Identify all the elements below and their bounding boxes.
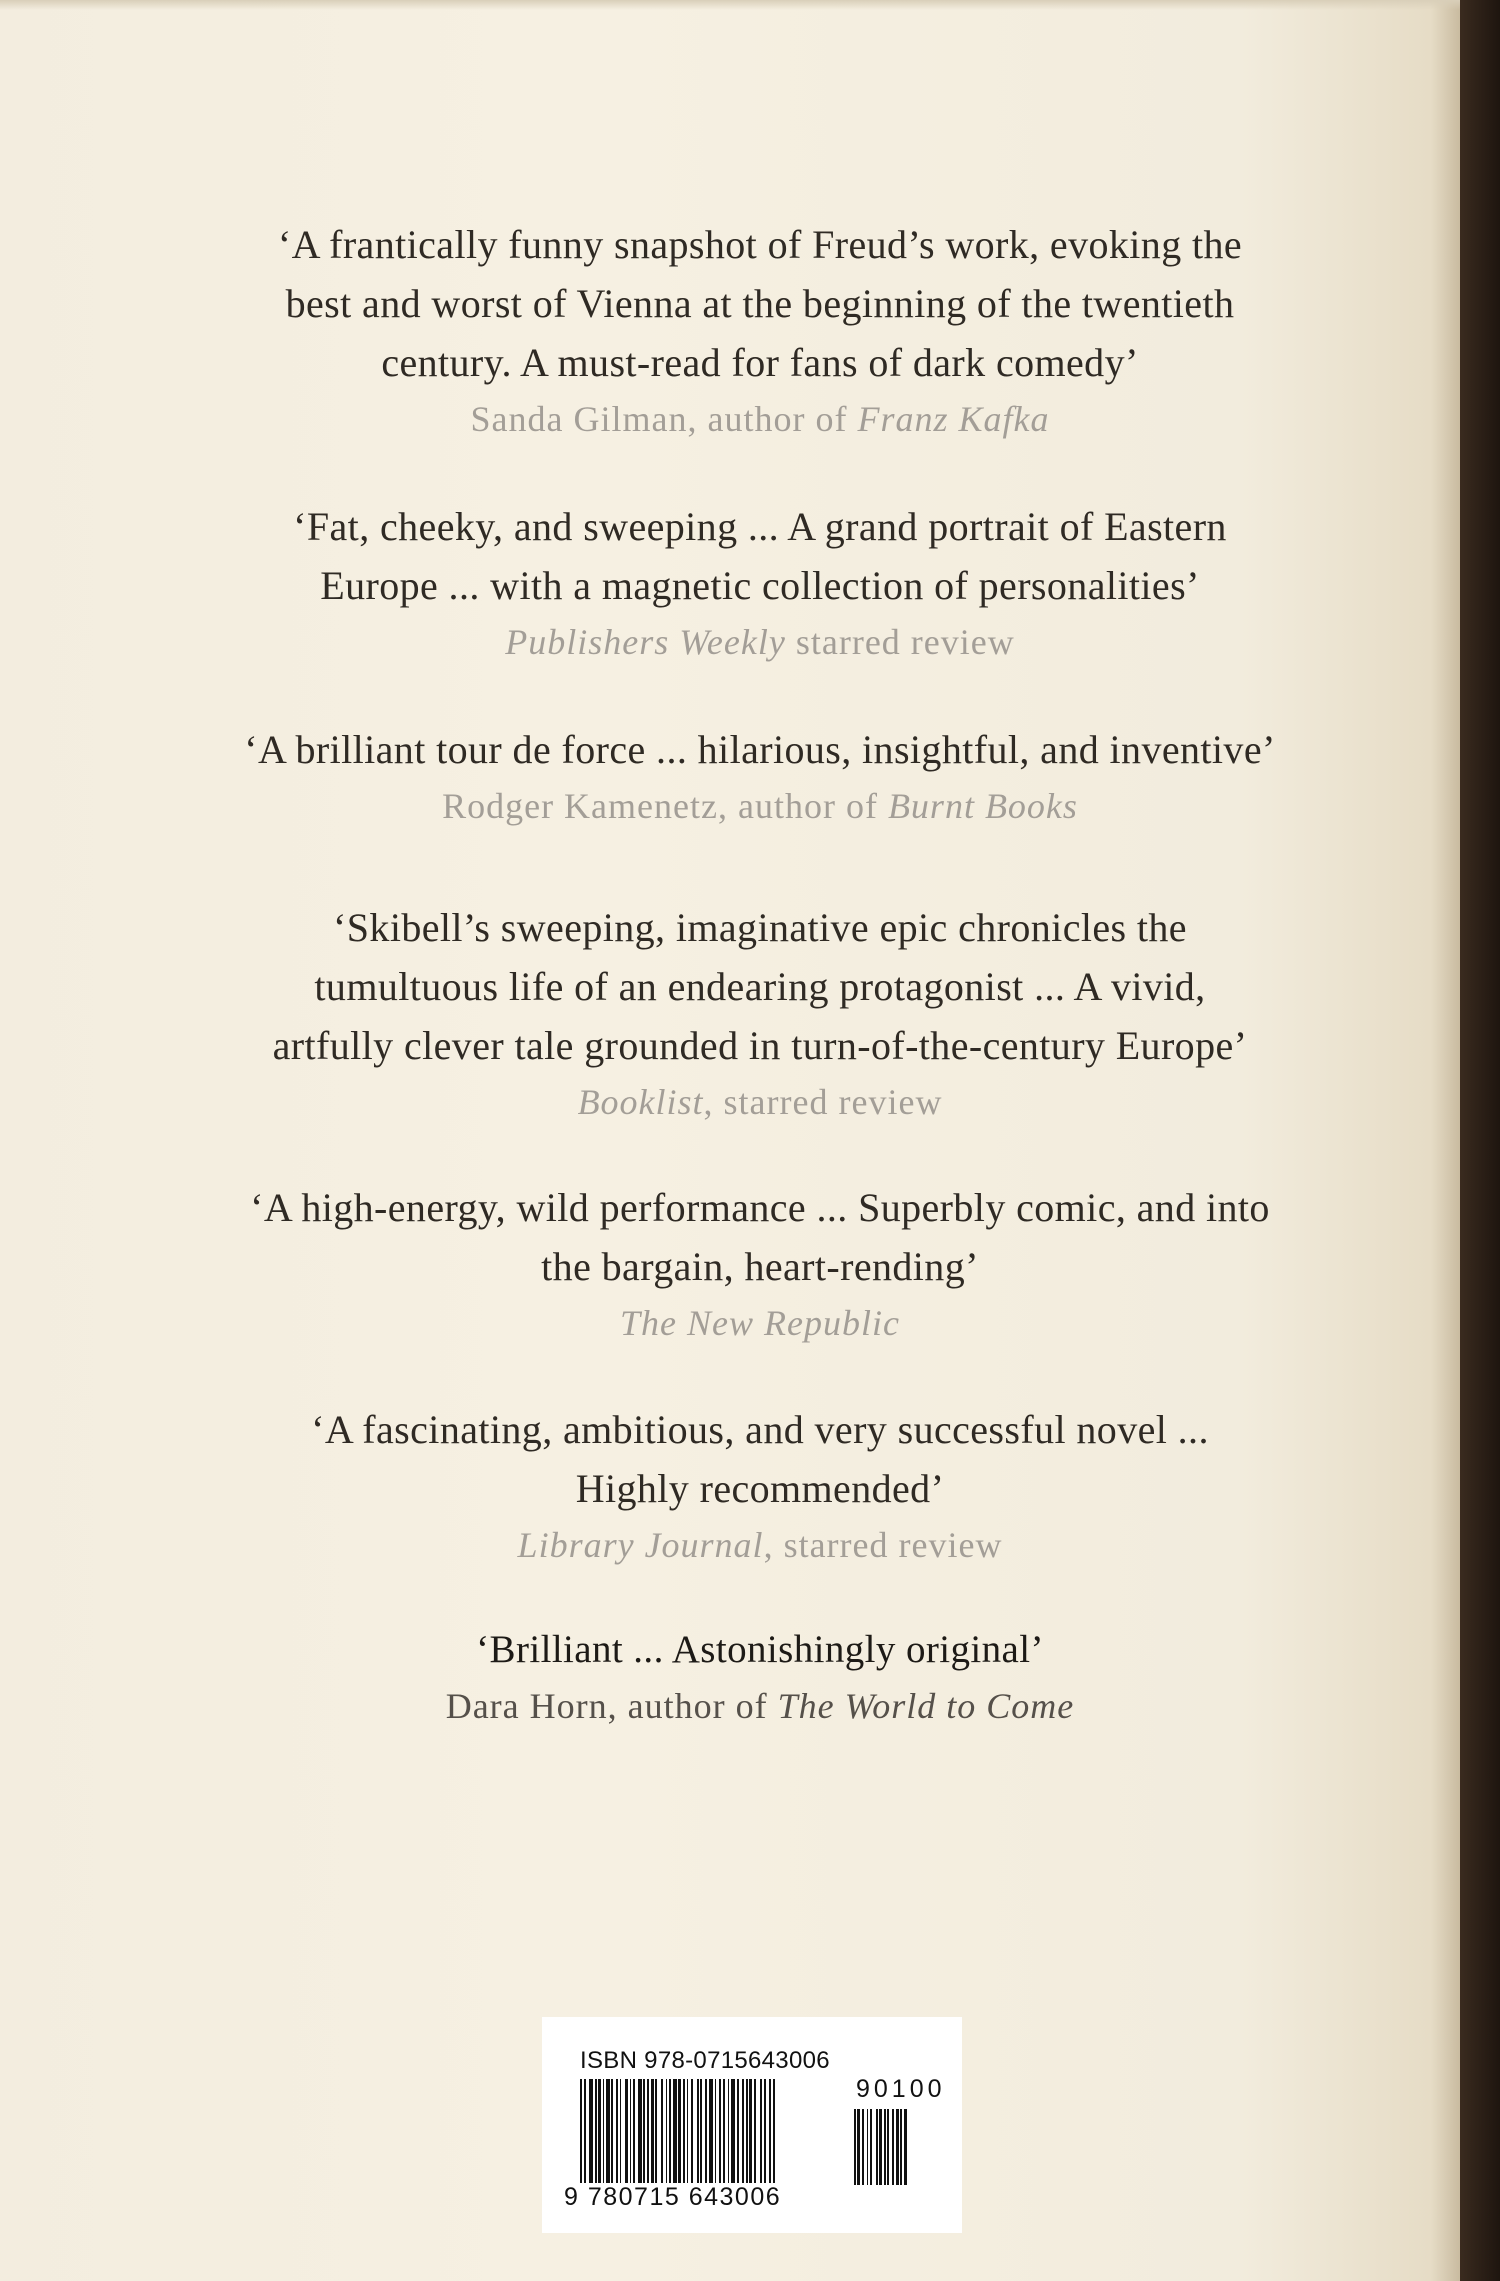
barcode-bar	[630, 2079, 631, 2183]
blurb-6	[180, 1400, 1340, 1572]
barcode-bar	[854, 2109, 856, 2185]
barcode-bar	[867, 2109, 868, 2185]
barcode-bar	[754, 2079, 756, 2183]
barcode-bar	[595, 2079, 597, 2183]
barcode-bar	[709, 2079, 713, 2183]
barcode-bar	[647, 2079, 649, 2183]
blurb-3-attribution-prefix: Rodger Kamenetz, author of	[442, 786, 888, 826]
blurb-3	[180, 720, 1340, 833]
barcode-bar	[900, 2109, 902, 2185]
blurb-4-attribution	[180, 1075, 1340, 1129]
blurb-3-quote-line-1: ‘A brilliant tour de force ... hilarious, insightful, and inventive’	[244, 727, 1276, 772]
blurb-5-attribution	[180, 1296, 1340, 1350]
barcode-bar	[625, 2079, 628, 2183]
barcode-bar	[773, 2079, 775, 2199]
barcode-bar	[876, 2109, 878, 2185]
isbn-label: ISBN 978-0715643006	[580, 2047, 830, 2074]
barcode-bar	[584, 2079, 586, 2199]
blurb-6-quote-line-2: Highly recommended’	[575, 1466, 945, 1511]
barcode-digits	[562, 2183, 852, 2212]
blurb-5-quote-line-1: ‘A high-energy, wild performance ... Superbly comic, and into	[250, 1185, 1270, 1230]
barcode-bar	[723, 2079, 725, 2183]
blurb-6-attribution-suffix: , starred review	[763, 1525, 1003, 1565]
barcode-bar	[620, 2079, 621, 2183]
blurb-3-attribution	[180, 779, 1340, 833]
barcode-bar	[870, 2109, 872, 2185]
barcode-bar	[651, 2079, 654, 2183]
barcode-bar	[673, 2079, 677, 2199]
blurb-2-quote-line-2: Europe ... with a magnetic collection of personalities’	[320, 563, 1200, 608]
barcode-bar	[904, 2109, 907, 2185]
barcode-bar	[705, 2079, 707, 2183]
barcode-bar	[884, 2109, 886, 2185]
barcode-bar	[764, 2079, 766, 2183]
barcode-bar	[749, 2079, 752, 2183]
blurb-1-attribution	[180, 392, 1340, 446]
blurb-6-attribution-title: Library Journal	[517, 1525, 764, 1565]
blurb-3-attribution-title: Burnt Books	[887, 786, 1078, 826]
blurb-5-quote-line-2: the bargain, heart-rending’	[541, 1244, 979, 1289]
barcode-bar	[633, 2079, 635, 2183]
barcode-bar	[697, 2079, 699, 2183]
barcode-bar	[715, 2079, 716, 2183]
barcode-bar	[731, 2079, 735, 2183]
barcode-bar	[691, 2079, 693, 2183]
blurb-4-attribution-suffix: , starred review	[703, 1082, 943, 1122]
barcode-bar	[603, 2079, 604, 2183]
blurb-4-attribution-title: Booklist	[577, 1082, 704, 1122]
blurb-1-quote-line-3: century. A must-read for fans of dark comedy’	[381, 340, 1139, 385]
barcode-bar	[580, 2079, 582, 2199]
addon-digits: 90100	[856, 2075, 946, 2103]
blurb-1-quote-line-2: best and worst of Vienna at the beginning of the twentieth	[285, 281, 1235, 326]
blurb-7-attribution-title: The World to Come	[777, 1686, 1075, 1726]
barcode-bar	[746, 2079, 748, 2183]
barcode-bar	[589, 2079, 593, 2183]
blurb-5	[180, 1178, 1340, 1350]
blurb-2-attribution	[180, 615, 1340, 669]
blurb-1-attribution-prefix: Sanda Gilman, author of	[470, 399, 858, 439]
barcode-bar	[611, 2079, 613, 2183]
blurb-2-attribution-suffix: starred review	[785, 622, 1015, 662]
barcode-bar	[887, 2109, 889, 2185]
barcode-bar	[879, 2109, 882, 2185]
blurb-4-quote-line-1: ‘Skibell’s sweeping, imaginative epic chronicles the	[333, 905, 1187, 950]
addon-barcode-bars	[854, 2109, 920, 2201]
blurb-1-quote-line-1: ‘A frantically funny snapshot of Freud’s work, evoking the	[277, 222, 1243, 267]
blurb-2-quote-line-1: ‘Fat, cheeky, and sweeping ... A grand portrait of Eastern	[293, 504, 1227, 549]
barcode-bar	[606, 2079, 610, 2183]
barcode-bar	[683, 2079, 685, 2183]
blurb-1-attribution-title: Franz Kafka	[857, 399, 1050, 439]
blurb-7	[180, 1620, 1340, 1733]
barcode-bar	[862, 2109, 864, 2185]
blurb-4	[180, 898, 1340, 1129]
barcode-bar	[643, 2079, 645, 2183]
barcode-bar	[769, 2079, 771, 2199]
blurb-6-attribution	[180, 1518, 1340, 1572]
barcode-bar	[666, 2079, 667, 2183]
blurb-5-attribution-title: The New Republic	[620, 1303, 900, 1343]
blurb-6-quote-line-1: ‘A fascinating, ambitious, and very successful novel ...	[311, 1407, 1209, 1452]
barcode-bar	[638, 2079, 642, 2183]
blurb-1	[180, 215, 1340, 446]
blurb-4-quote-line-3: artfully clever tale grounded in turn-of-the-century Europe’	[272, 1023, 1248, 1068]
barcode-bar	[892, 2109, 894, 2185]
barcode-bar	[687, 2079, 688, 2183]
page-edge-shadow	[1460, 0, 1500, 2281]
blurb-7-attribution-prefix: Dara Horn, author of	[445, 1686, 778, 1726]
barcode-bar	[737, 2079, 739, 2183]
barcode-bar	[700, 2079, 702, 2183]
barcode-bar	[742, 2079, 744, 2183]
barcode-bar	[857, 2109, 860, 2185]
barcode-bar	[896, 2109, 899, 2185]
cover-top-edge	[0, 0, 1460, 10]
barcode-bar	[598, 2079, 601, 2183]
barcode-bar	[760, 2079, 762, 2183]
blurb-7-attribution	[180, 1679, 1340, 1733]
blurb-2-attribution-title: Publishers Weekly	[505, 622, 786, 662]
blurb-7-quote-line-1: ‘Brilliant ... Astonishingly original’	[476, 1628, 1044, 1671]
barcode-bar	[655, 2079, 657, 2183]
barcode-digits-text: 9 780715 643006	[564, 2183, 782, 2211]
barcode-bar	[719, 2079, 721, 2183]
barcode-bar	[661, 2079, 663, 2183]
barcode-bar	[678, 2079, 681, 2199]
barcode-bar	[728, 2079, 729, 2183]
blurb-4-quote-line-2: tumultuous life of an endearing protagonist ... A vivid,	[314, 964, 1206, 1009]
barcode-bar	[669, 2079, 671, 2183]
barcode-bars	[580, 2079, 844, 2199]
barcode-bar	[616, 2079, 618, 2183]
blurb-2	[180, 497, 1340, 669]
barcode-panel	[542, 2017, 962, 2233]
